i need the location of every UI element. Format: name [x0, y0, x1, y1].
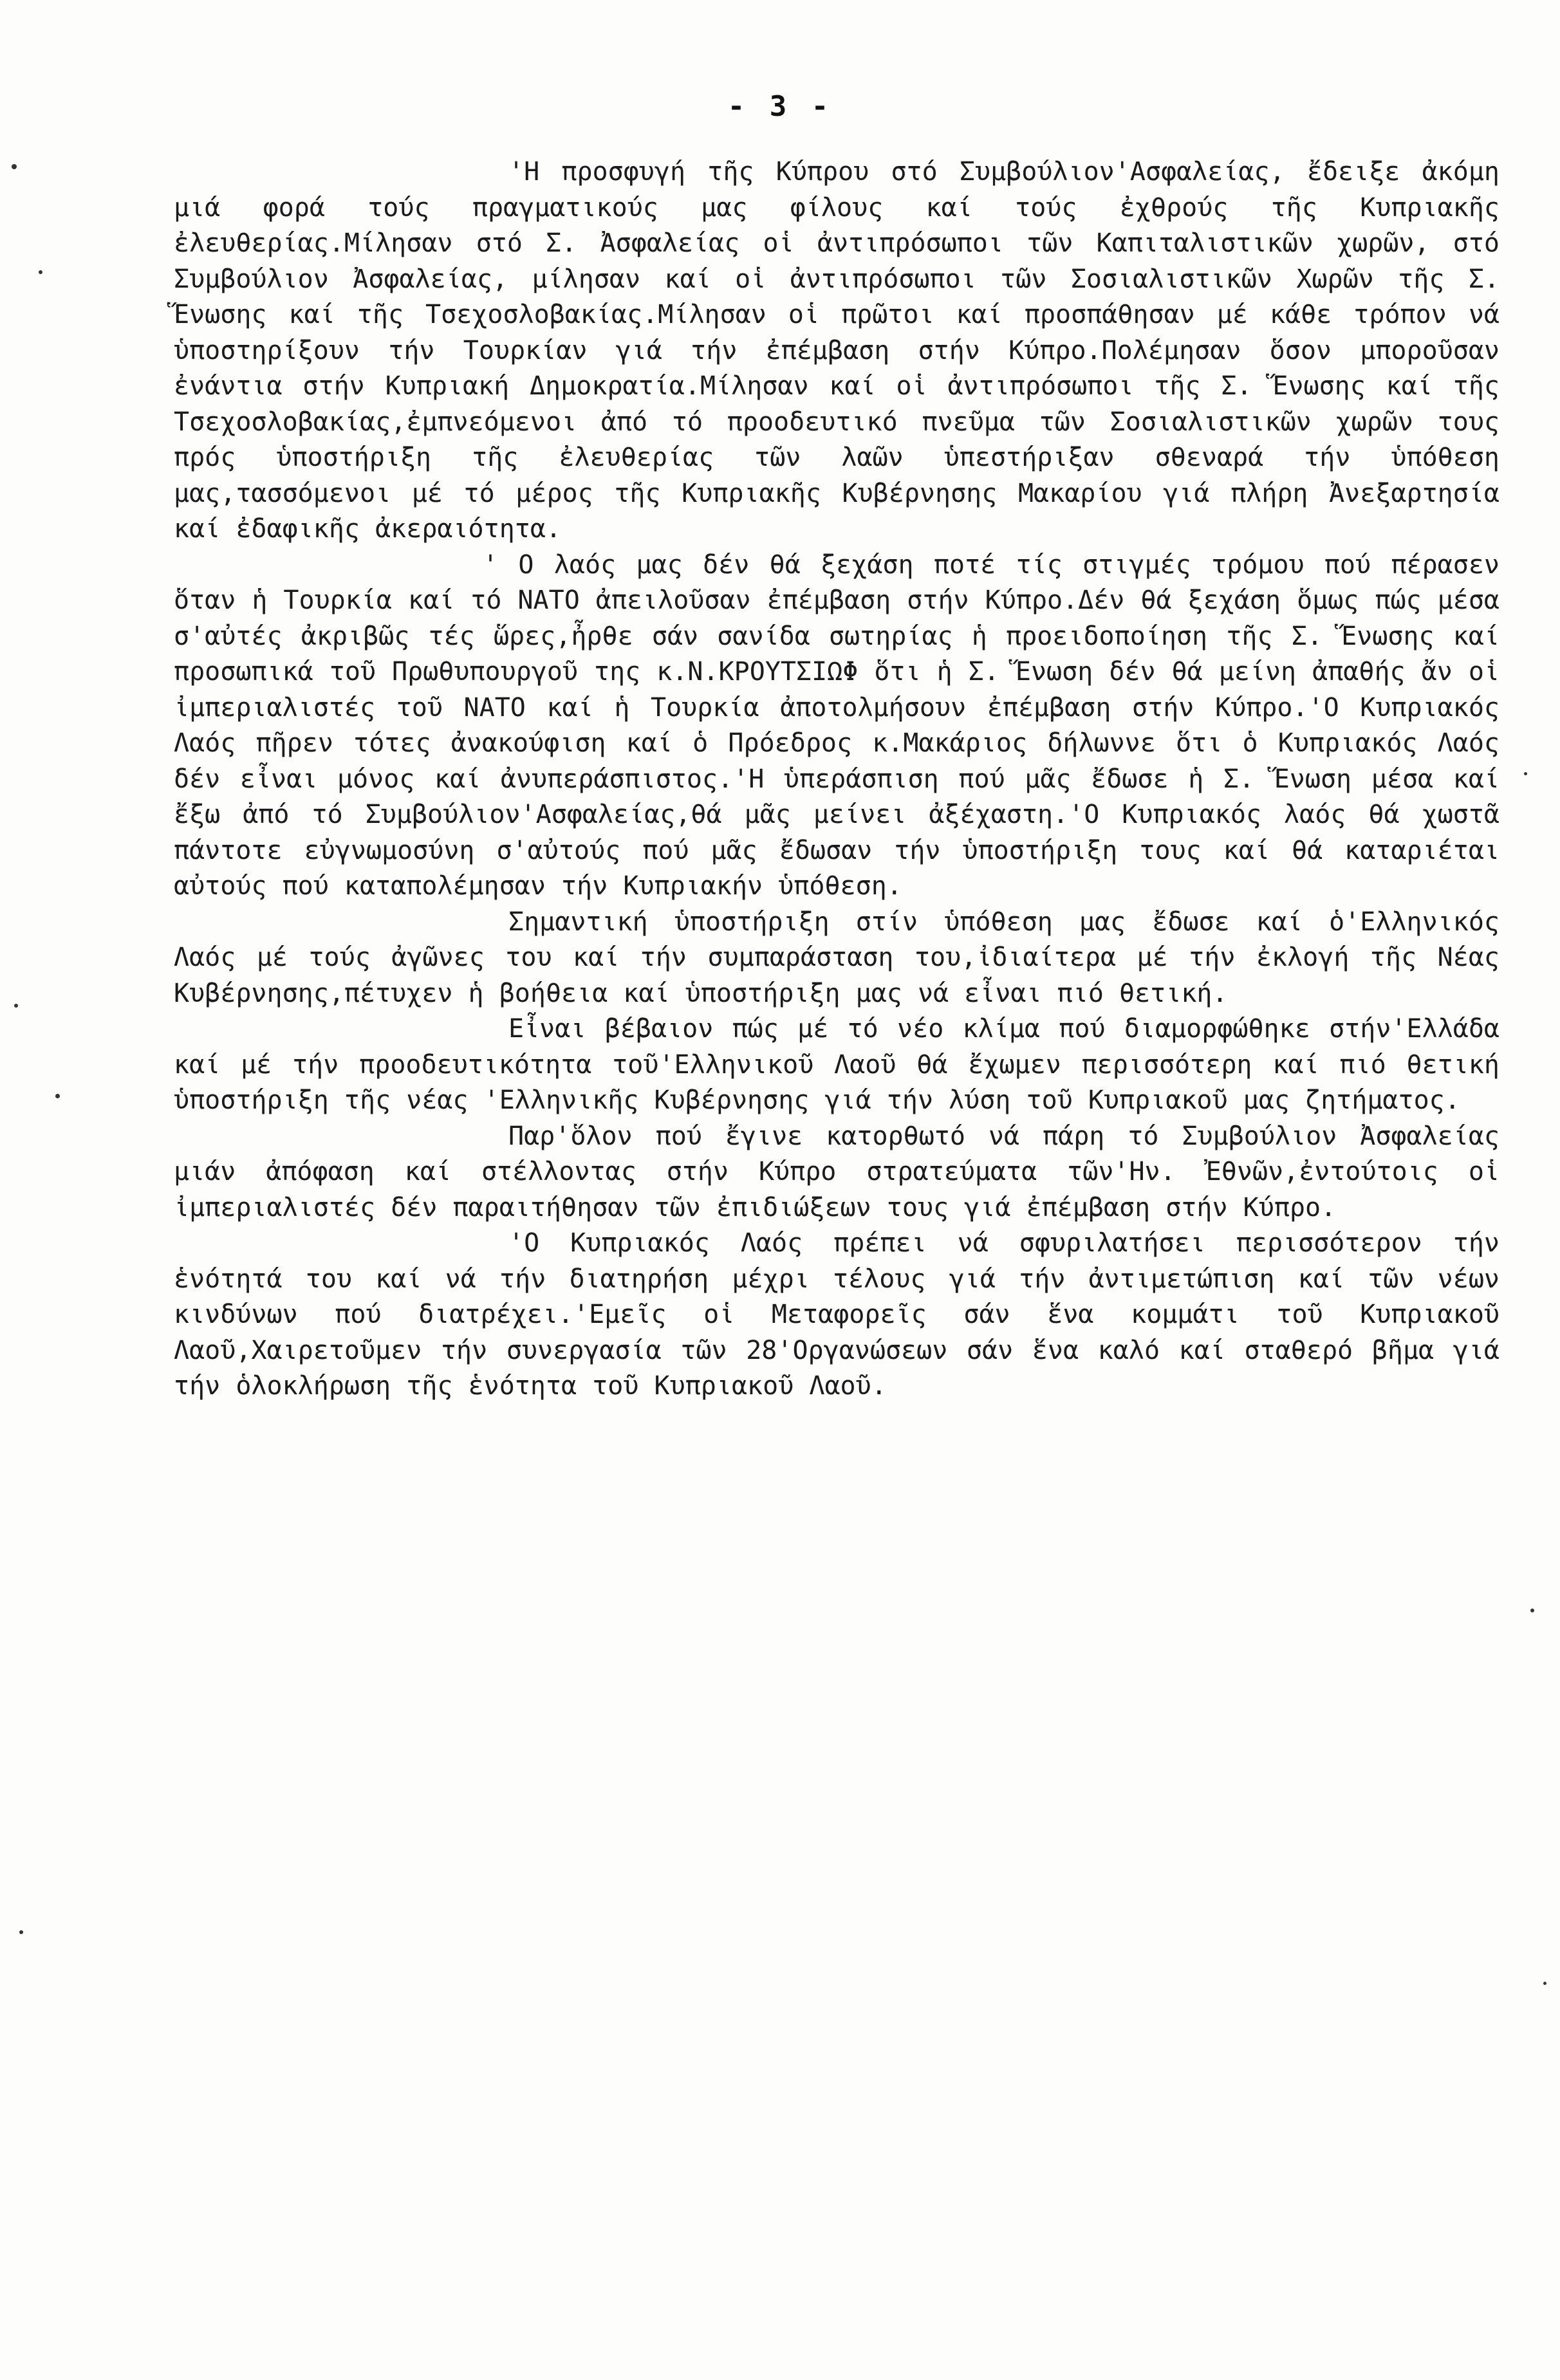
page-number: - 3 -	[727, 90, 833, 123]
speck	[1524, 772, 1527, 775]
speck	[12, 164, 17, 169]
speck	[1543, 1982, 1546, 1985]
speck	[1530, 1609, 1534, 1612]
speck	[39, 270, 42, 274]
paragraph-greek-government: Εἶναι βέβαιον πώς μέ τό νέο κλίμα πού διαμορφώθηκε στήν'Ελλάδα καί μέ τήν προοδευτικότητα τοῦ'Ελληνικοῦ Λαοῦ θά ἔχωμεν περισσότερη καί πιό θετική ὑποστήριξη τῆς νέας 'Ελληνικῆς Κυβέρνησης γιά τήν λύση τοῦ Κυπριακοῦ μας ζητήματος.	[174, 1014, 1500, 1115]
speck	[14, 1004, 18, 1008]
paragraph-security-council: 'Η προσφυγή τῆς Κύπρου στό Συμβούλιον'Ασφαλείας, ἔδειξε ἀκόμη μιά φορά τούς πραγματικούς μας φίλους καί τούς ἐχθρούς τῆς Κυπριακῆς ἐλευθερίας.Μίλησαν στό Σ. Ἀσφαλείας οἱ ἀντιπρόσωποι τῶν Καπιταλιστικῶν χωρῶν, στό Συμβούλιον Ἀσφαλείας, μίλησαν καί οἱ ἀντιπρόσωποι τῶν Σοσιαλιστικῶν Χωρῶν τῆς Σ. Ἕνωσης καί τῆς Τσεχοσλοβακίας.Μίλησαν οἱ πρῶτοι καί προσπάθησαν μέ κάθε τρόπον νά ὑποστηρίξουν τήν Τουρκίαν γιά τήν ἐπέμβαση στήν Κύπρο.Πολέμησαν ὅσον μποροῦσαν ἐνάντια στήν Κυπριακή Δημοκρατία.Μίλησαν καί οἱ ἀντιπρόσωποι τῆς Σ. Ἕνωσης καί τῆς Τσεχοσλοβακίας,ἐμπνεόμενοι ἀπό τό προοδευτικό πνεῦμα τῶν Σοσιαλιστικῶν χωρῶν τους πρός ὑποστήριξη τῆς ἐλευθερίας τῶν λαῶν ὑπεστήριξαν σθεναρά τήν ὑπόθεση μας,τασσόμενοι μέ τό μέρος τῆς Κυπριακῆς Κυβέρνησης Μακαρίου γιά πλήρη Ἀνεξαρτησία καί ἐδαφικῆς ἀκεραιότητα.	[174, 157, 1500, 544]
speck	[55, 1094, 60, 1098]
paragraph-greek-support: Σημαντική ὑποστήριξη στίν ὑπόθεση μας ἔδωσε καί ὁ'Ελληνικός Λαός μέ τούς ἀγῶνες του καί τήν συμπαράσταση του,ἰδιαίτερα μέ τήν ἐκλογή τῆς Νέας Κυβέρνησης,πέτυχεν ἡ βοήθεια καί ὑποστήριξη μας νά εἶναι πιό θετική.	[174, 907, 1500, 1008]
paragraph-unity: 'Ο Κυπριακός Λαός πρέπει νά σφυριλατήσει περισσότερον τήν ἑνότητά του καί νά τήν διατηρήση μέχρι τέλους γιά τήν ἀντιμετώπιση καί τῶν νέων κινδύνων πού διατρέχει.'Εμεῖς οἱ Μεταφορεῖς σάν ἕνα κομμάτι τοῦ Κυπριακοῦ Λαοῦ,Χαιρετοῦμεν τήν συνεργασία τῶν 28'Οργανώσεων σάν ἕνα καλό καί σταθερό βῆμα γιά τήν ὁλοκλήρωση τῆς ἑνότητα τοῦ Κυπριακοῦ Λαοῦ.	[174, 1228, 1500, 1401]
paragraph-soviet-support: ' Ο λαός μας δέν θά ξεχάση ποτέ τίς στιγμές τρόμου πού πέρασεν ὅταν ἡ Τουρκία καί τό ΝΑΤΟ ἀπειλοῦσαν ἐπέμβαση στήν Κύπρο.Δέν θά ξεχάση ὅμως πώς μέσα σ'αὐτές ἀκριβῶς τές ὥρες,ἦρθε σάν σανίδα σωτηρίας ἡ προειδοποίηση τῆς Σ. Ἕνωσης καί προσωπικά τοῦ Πρωθυπουργοῦ της κ.Ν.ΚΡΟΥΤΣΙΩΦ ὅτι ἡ Σ. Ἕνωση δέν θά μείνη ἀπαθής ἄν οἱ ἰμπεριαλιστές τοῦ ΝΑΤΟ καί ἡ Τουρκία ἀποτολμήσουν ἐπέμβαση στήν Κύπρο.'Ο Κυπριακός Λαός πῆρεν τότες ἀνακούφιση καί ὁ Πρόεδρος κ.Μακάριος δήλωννε ὅτι ὁ Κυπριακός Λαός δέν εἶναι μόνος καί ἀνυπεράσπιστος.'Η ὑπεράσπιση πού μᾶς ἔδωσε ἡ Σ. Ἕνωση μέσα καί ἔξω ἀπό τό Συμβούλιον'Ασφαλείας,θά μᾶς μείνει ἀξέχαστη.'Ο Κυπριακός λαός θά χωστᾶ πάντοτε εὐγνωμοσύνη σ'αὐτούς πού μᾶς ἔδωσαν τήν ὑποστήριξη τους καί θά καταριέται αὐτούς πού καταπολέμησαν τήν Κυπριακήν ὑπόθεση.	[174, 549, 1500, 901]
speck	[19, 1930, 23, 1934]
paragraph-un-forces: Παρ'ὅλον πού ἔγινε κατορθωτό νά πάρη τό Συμβούλιον Ἀσφαλείας μιάν ἀπόφαση καί στέλλοντας στήν Κύπρο στρατεύματα τῶν'Ην. Ἐθνῶν,ἐντούτοις οἱ ἰμπεριαλιστές δέν παραιτήθησαν τῶν ἐπιδιώξεων τους γιά ἐπέμβαση στήν Κύπρο.	[174, 1121, 1500, 1222]
document-body	[174, 154, 1500, 1405]
